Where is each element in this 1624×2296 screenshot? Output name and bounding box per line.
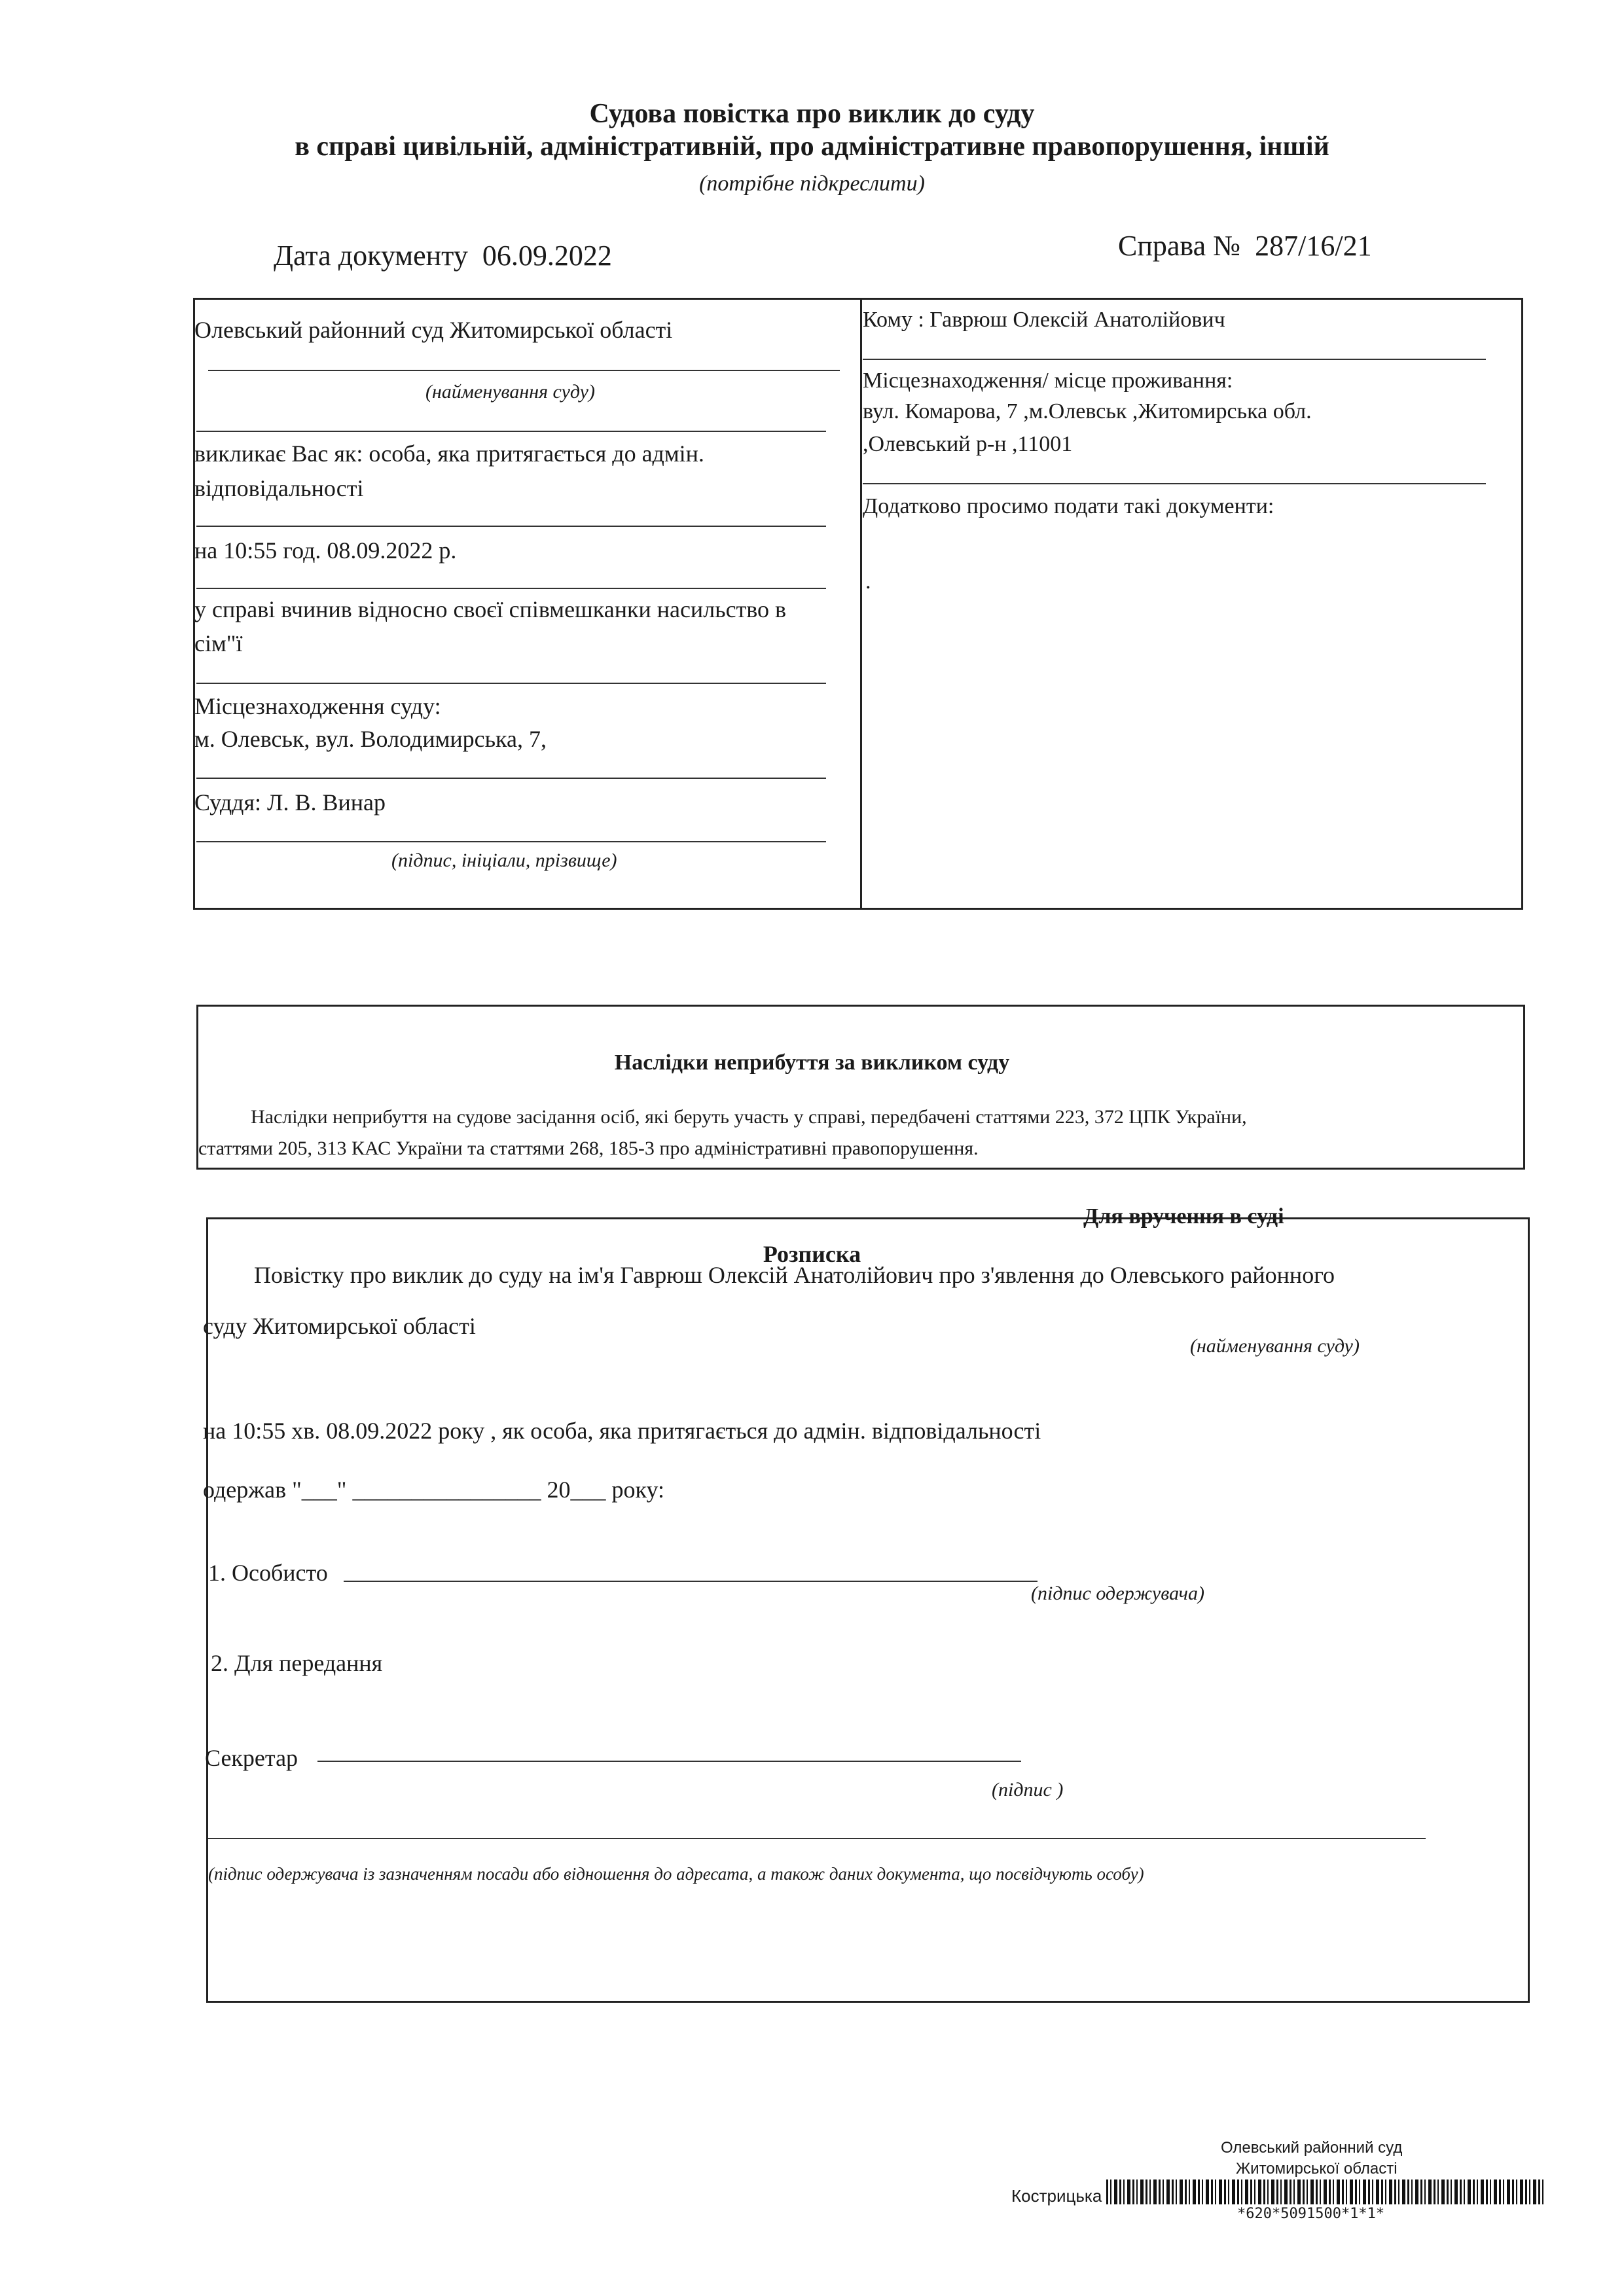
consequences-title: Наслідки неприбуття за викликом суду <box>614 1050 1010 1075</box>
stamp-court-line-2: Житомирської області <box>1236 2160 1398 2178</box>
secretary-label: Секретар <box>205 1745 298 1771</box>
judge-signature-line <box>196 841 826 842</box>
separator <box>196 526 826 527</box>
title-line-1: Судова повістка про виклик до суду <box>589 99 1035 129</box>
addressee: Кому : Гаврюш Олексій Анатолійович <box>863 308 1225 332</box>
title-note: (потрібне підкреслити) <box>699 171 925 196</box>
separator <box>196 431 826 432</box>
case-value: 287/16/21 <box>1255 230 1372 262</box>
address-line-2: ,Олевський р-н ,11001 <box>863 432 1073 456</box>
date-value: 06.09.2022 <box>482 240 612 272</box>
court-caption: (найменування суду) <box>425 381 595 403</box>
receipt-court-caption: (найменування суду) <box>1190 1335 1360 1357</box>
receipt-text-cont: суду Житомирської області <box>203 1313 476 1339</box>
address-label: Місцезнаходження/ місце проживання: <box>863 368 1233 393</box>
address-line-1: вул. Комарова, 7 ,м.Олевськ ,Житомирська обл. <box>863 399 1312 423</box>
documents-label: Додатково просимо подати такі документи: <box>863 494 1274 518</box>
summons-as: викликає Вас як: особа, яка притягається до адмін. <box>194 440 704 467</box>
personally-signature-line <box>344 1581 1038 1582</box>
court-name-line <box>208 370 840 371</box>
receipt-footer-caption: (підпис одержувача із зазначенням посади або відношення до адресата, а також даних документа, що посвідчують особу) <box>208 1864 1144 1884</box>
case-description-cont: сім"ї <box>194 630 243 656</box>
barcode-code: *620*5091500*1*1* <box>1237 2206 1385 2222</box>
consequences-text: Наслідки неприбуття на судове засідання осіб, які беруть участь у справі, передбачені статтями 223, 372 ЦПК України, <box>251 1106 1247 1128</box>
court-location: м. Олевськ, вул. Володимирська, 7, <box>194 726 547 752</box>
hearing-time: на 10:55 год. 08.09.2022 р. <box>194 537 457 564</box>
summons-as-cont: відповідальності <box>194 475 364 501</box>
secretary-signature-line <box>317 1761 1021 1762</box>
receipt-time: на 10:55 хв. 08.09.2022 року , як особа, яка притягається до адмін. відповідальності <box>203 1418 1041 1444</box>
court-location-label: Місцезнаходження суду: <box>194 693 441 719</box>
secretary-signature-caption: (підпис ) <box>992 1779 1064 1801</box>
recipient-signature-caption: (підпис одержувача) <box>1031 1583 1204 1604</box>
separator <box>196 778 826 779</box>
title-line-2: в справі цивільній, адміністративній, про адміністративне правопорушення, іншій <box>295 132 1329 162</box>
court-name: Олевський районний суд Житомирської області <box>194 317 673 343</box>
judge-signature-caption: (підпис, ініціали, прізвище) <box>391 850 617 871</box>
stamp-court-line-1: Олевський районний суд <box>1221 2139 1403 2157</box>
received-date: одержав "___" ________________ 20___ року: <box>203 1477 665 1503</box>
case-description: у справі вчинив відносно своєї співмешканки насильство в <box>194 596 787 622</box>
receipt-title: Розписка <box>763 1241 861 1267</box>
clerk-name: Кострицька <box>1011 2186 1102 2206</box>
for-transfer-label: 2. Для передання <box>211 1650 383 1676</box>
separator <box>196 588 826 589</box>
column-divider <box>860 298 862 910</box>
separator <box>863 483 1486 484</box>
personally-label: 1. Особисто <box>208 1560 328 1586</box>
documents-value: . <box>865 569 871 594</box>
consequences-text-cont: статтями 205, 313 КАС України та статтями 268, 185-3 про адміністративні правопорушення. <box>198 1138 979 1159</box>
recipient-full-signature-line <box>208 1838 1426 1839</box>
separator <box>863 359 1486 360</box>
receipt-text: Повістку про виклик до суду на ім'я Гаврюш Олексій Анатолійович про з'явлення до Олевського районного <box>254 1262 1335 1288</box>
document-date <box>274 239 612 272</box>
case-label: Справа № <box>1118 230 1241 262</box>
case-number <box>1118 229 1372 262</box>
separator <box>196 683 826 684</box>
date-label: Дата документу <box>274 240 468 272</box>
barcode <box>1106 2179 1545 2204</box>
judge-name: Суддя: Л. В. Винар <box>194 789 386 816</box>
for-court-label: Для вручення в суді <box>1083 1204 1284 1229</box>
